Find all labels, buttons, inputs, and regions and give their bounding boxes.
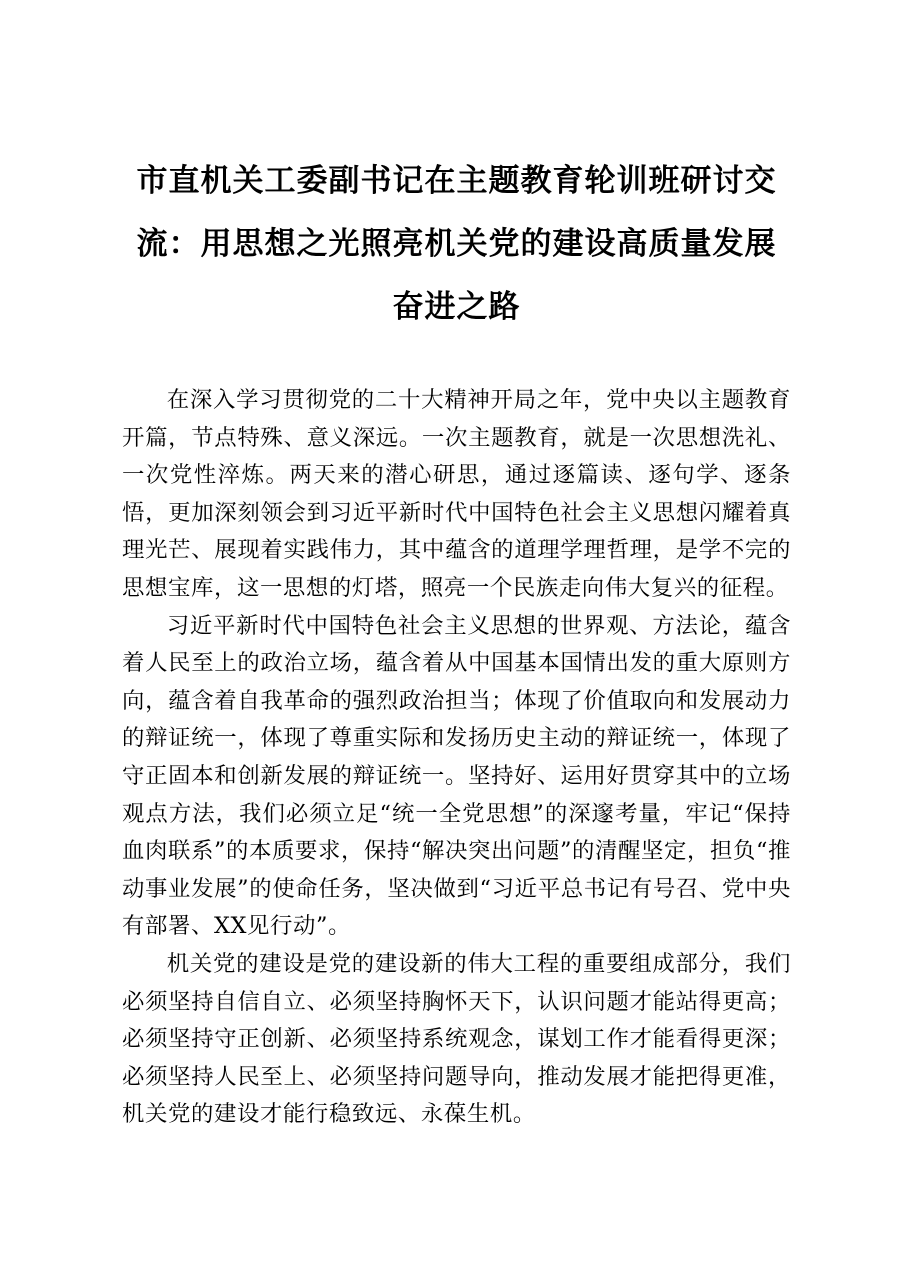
body-paragraph-1: 在深入学习贯彻党的二十大精神开局之年，党中央以主题教育开篇，节点特殊、意义深远。一次主题教育，就是一次思想洗礼、一次党性淬炼。两天来的潜心研思，通过逐篇读、逐句学、逐条悟，更加深刻领会到习近平新时代中国特色社会主义思想闪耀着真理光芒、展现着实践伟力，其中蕴含的道理学理哲理，是学不完的思想宝库，这一思想的灯塔，照亮一个民族走向伟大复兴的征程。 [122, 387, 791, 601]
document-body [122, 382, 791, 1134]
document-title: 市直机关工委副书记在主题教育轮训班研讨交流：用思想之光照亮机关党的建设高质量发展奋进之路 [136, 163, 777, 325]
body-paragraph-3: 机关党的建设是党的建设新的伟大工程的重要组成部分，我们必须坚持自信自立、必须坚持胸怀天下，认识问题才能站得更高；必须坚持守正创新、必须坚持系统观念，谋划工作才能看得更深；必须坚持人民至上、必须坚持问题导向，推动发展才能把得更准，机关党的建设才能行稳致远、永葆生机。 [122, 950, 791, 1128]
body-paragraph-2: 习近平新时代中国特色社会主义思想的世界观、方法论，蕴含着人民至上的政治立场，蕴含着从中国基本国情出发的重大原则方向，蕴含着自我革命的强烈政治担当；体现了价值取向和发展动力的辩证统一，体现了尊重实际和发扬历史主动的辩证统一，体现了守正固本和创新发展的辩证统一。坚持好、运用好贯穿其中的立场观点方法，我们必须立足“统一全党思想”的深邃考量，牢记“保持血肉联系”的本质要求，保持“解决突出问题”的清醒坚定，担负“推动事业发展”的使命任务，坚决做到“习近平总书记有号召、党中央有部署、XX见行动”。 [122, 612, 791, 940]
